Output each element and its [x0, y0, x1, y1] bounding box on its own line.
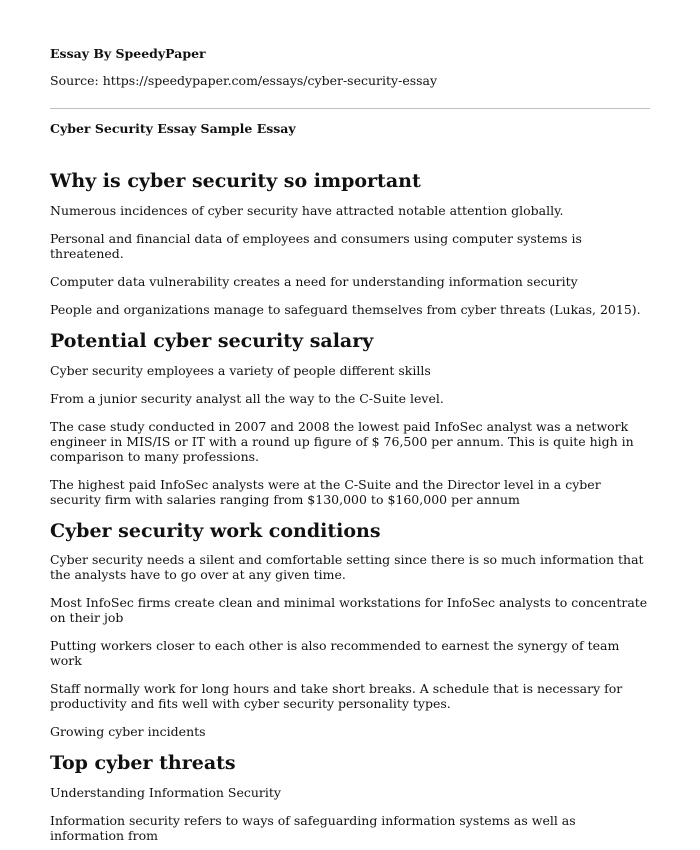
- paragraph: Numerous incidences of cyber security have attracted notable attention globally.: [50, 202, 564, 218]
- paragraph: Staff normally work for long hours and take short breaks. A schedule that is necessary for productivity and fits well with cyber security personality types.: [50, 681, 623, 712]
- paragraph: From a junior security analyst all the way to the C-Suite level.: [50, 390, 444, 406]
- paragraph: Putting workers closer to each other is also recommended to earnest the synergy of team work: [50, 638, 620, 669]
- section-heading: Top cyber threats: [50, 752, 236, 775]
- paragraph: The highest paid InfoSec analysts were at the C-Suite and the Director level in a cyber security firm with salaries ranging from $130,000 to $160,000 per annum: [50, 476, 601, 507]
- paragraph: The case study conducted in 2007 and 2008 the lowest paid InfoSec analyst was a network engineer in MIS/IS or IT with a round up figure of $ 76,500 per annum. This is quite high in comparison to many professions.: [50, 418, 634, 464]
- paragraph: Understanding Information Security: [50, 785, 281, 801]
- section-heading: Potential cyber security salary: [50, 329, 374, 352]
- source-line: Source: https://speedypaper.com/essays/cyber-security-essay: [50, 73, 438, 88]
- paragraph: Information security refers to ways of safeguarding information systems as well as information from: [50, 813, 576, 844]
- document-title: Cyber Security Essay Sample Essay: [50, 121, 296, 136]
- section-importance: [50, 170, 650, 317]
- paragraph: Growing cyber incidents: [50, 724, 206, 740]
- section-heading: Why is cyber security so important: [50, 170, 421, 192]
- paragraph: Personal and financial data of employees and consumers using computer systems is threatened.: [50, 230, 582, 261]
- paragraph: People and organizations manage to safeguard themselves from cyber threats (Lukas, 2015).: [50, 301, 641, 317]
- section-heading: Cyber security work conditions: [50, 519, 381, 542]
- paragraph: Most InfoSec firms create clean and minimal workstations for InfoSec analysts to concentrate on their job: [50, 595, 648, 626]
- section-work-conditions: [50, 520, 650, 740]
- header-divider: [50, 108, 650, 109]
- paragraph: Cyber security employees a variety of people different skills: [50, 362, 431, 378]
- paragraph: Computer data vulnerability creates a need for understanding information security: [50, 273, 578, 289]
- section-top-threats: [50, 752, 650, 843]
- section-salary: [50, 330, 650, 507]
- paragraph: Cyber security needs a silent and comfortable setting since there is so much information that the analysts have to go over at any given time.: [50, 552, 644, 583]
- essay-author-line: Essay By SpeedyPaper: [50, 46, 206, 61]
